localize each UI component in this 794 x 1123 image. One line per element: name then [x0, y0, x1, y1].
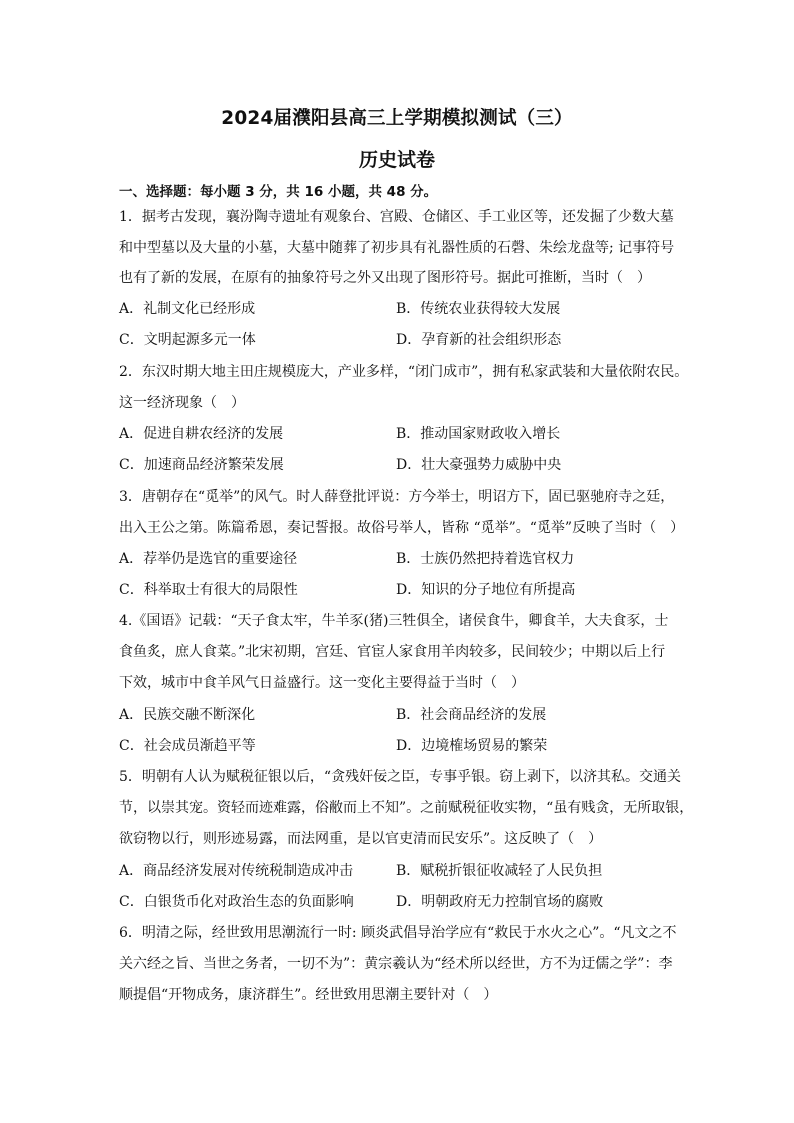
question-1-line-1: 1．据考古发现，襄汾陶寺遗址有观象台、宫殿、仓储区、手工业区等，还发掘了少数大墓 [119, 209, 674, 225]
question-2-option-c: C．加速商品经济繁荣发展 [119, 457, 284, 473]
question-3-line-1: 3．唐朝存在“觅举”的风气。时人薛登批评说：方今举士，明诏方下，固已驱驰府寺之廷， [119, 489, 675, 505]
question-4-line-3: 下效，城市中食羊风气日益盛行。这一变化主要得益于当时（ ） [119, 675, 525, 691]
question-6-line-1: 6．明清之际，经世致用思潮流行一时: 顾炎武倡导治学应有“救民于水火之心”。“凡文之不 [119, 925, 677, 941]
question-2-line-2: 这一经济现象（ ） [119, 395, 245, 411]
exam-title: 2024届濮阳县高三上学期模拟测试（三） [221, 108, 573, 129]
question-1-option-b: B．传统农业获得较大发展 [396, 301, 561, 317]
section-heading: 一、选择题：每小题 3 分，共 16 小题，共 48 分。 [119, 184, 438, 200]
question-4-option-c: C．社会成员渐趋平等 [119, 738, 256, 754]
question-6-line-3: 顺提倡“开物成务，康济群生”。经世致用思潮主要针对（ ） [119, 987, 498, 1003]
question-3-line-2: 出入王公之第。陈篇希恩，奏记誓报。故俗号举人，皆称 “觅举”。“觅举”反映了当时（ ） [119, 520, 685, 536]
question-1-option-d: D．孕育新的社会组织形态 [396, 332, 562, 348]
question-4-option-a: A．民族交融不断深化 [119, 707, 256, 723]
question-3-option-a: A．荐举仍是选官的重要途径 [119, 551, 298, 567]
question-4-line-2: 食鱼炙，庶人食菜。”北宋初期，宫廷、官宦人家食用羊肉较多，民间较少；中期以后上行 [119, 644, 666, 660]
question-4-option-d: D．边境榷场贸易的繁荣 [396, 738, 548, 754]
question-5-option-c: C．白银货币化对政治生态的负面影响 [119, 894, 354, 910]
question-1-line-3: 也有了新的发展，在原有的抽象符号之外又出现了图形符号。据此可推断，当时（ ） [119, 270, 651, 286]
question-5-option-a: A．商品经济发展对传统税制造成冲击 [119, 863, 354, 879]
question-4-option-b: B．社会商品经济的发展 [396, 707, 547, 723]
question-3-option-b: B．士族仍然把持着选官权力 [396, 551, 575, 567]
question-3-option-c: C．科举取士有很大的局限性 [119, 582, 298, 598]
question-5-line-2: 节，以崇其宠。资轻而迹难露，俗敝而上不知”。之前赋税征收实物，“虽有贱贪，无所取银， [119, 800, 694, 816]
question-2-option-b: B．推动国家财政收入增长 [396, 426, 561, 442]
question-4-line-1: 4.《国语》记载：“天子食太牢，牛羊豕(猪)三牲俱全，诸侯食牛，卿食羊，大夫食豕，士 [119, 613, 669, 629]
question-1-option-c: C．文明起源多元一体 [119, 332, 256, 348]
question-5-line-1: 5．明朝有人认为赋税征银以后，“贪残奸佞之臣，专事乎银。窃上剥下，以济其私。交通关 [119, 769, 682, 785]
question-2-option-d: D．壮大豪强势力威胁中央 [396, 457, 562, 473]
question-6-line-2: 关六经之旨、当世之务者，一切不为”：黄宗羲认为“经术所以经世，方不为迂儒之学”：李 [119, 956, 673, 972]
question-5-option-d: D．明朝政府无力控制官场的腐败 [396, 894, 604, 910]
question-1-option-a: A．礼制文化已经形成 [119, 301, 256, 317]
question-1-line-2: 和中型墓以及大量的小墓，大墓中随葬了初步具有礼器性质的石磬、朱绘龙盘等; 记事符号 [119, 240, 675, 256]
question-5-line-3: 欲窃物以行，则形迹易露，而法网重，是以官吏清而民安乐”。这反映了（ ） [119, 831, 603, 847]
question-3-option-d: D．知识的分子地位有所提高 [396, 582, 576, 598]
question-5-option-b: B．赋税折银征收减轻了人民负担 [396, 863, 603, 879]
exam-subject: 历史试卷 [358, 149, 435, 171]
question-2-option-a: A．促进自耕农经济的发展 [119, 426, 284, 442]
question-2-line-1: 2．东汉时期大地主田庄规模庞大，产业多样，“闭门成市”，拥有私家武装和大量依附农民。 [119, 364, 689, 380]
